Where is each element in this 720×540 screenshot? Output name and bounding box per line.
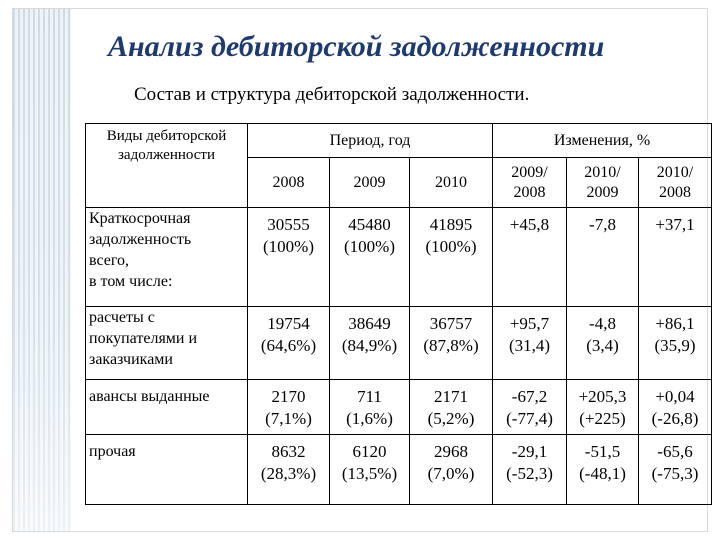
value-cell: 711 (1,6%) (330, 380, 410, 435)
change-cell: -51,5 (-48,1) (567, 435, 639, 505)
row-label: расчеты с покупателями и заказчиками (86, 307, 248, 380)
change-cell: +205,3 (+225) (567, 380, 639, 435)
table-row (86, 208, 712, 307)
value-cell: 8632 (28,3%) (248, 435, 330, 505)
change-cell: -7,8 (567, 208, 639, 307)
value-cell: 2968 (7,0%) (410, 435, 493, 505)
table-row (86, 380, 712, 435)
change-cell: -65,6 (-75,3) (639, 435, 712, 505)
value-cell: 2171 (5,2%) (410, 380, 493, 435)
row-label: Краткосрочная задолженность всего, в том числе: (86, 208, 248, 307)
decorative-stripe-fade (13, 9, 71, 531)
change-header: 2010/ 2009 (567, 158, 639, 208)
change-cell: +95,7 (31,4) (493, 307, 567, 380)
value-cell: 30555 (100%) (248, 208, 330, 307)
year-header: 2009 (330, 158, 410, 208)
change-cell: -67,2 (-77,4) (493, 380, 567, 435)
period-header: Период, год (248, 124, 493, 158)
value-cell: 19754 (64,6%) (248, 307, 330, 380)
table-row (86, 307, 712, 380)
change-cell: -4,8 (3,4) (567, 307, 639, 380)
row-label: прочая (86, 435, 248, 505)
value-cell: 45480 (100%) (330, 208, 410, 307)
value-cell: 2170 (7,1%) (248, 380, 330, 435)
change-cell: +45,8 (493, 208, 567, 307)
change-header: 2009/ 2008 (493, 158, 567, 208)
header-row-groups (86, 124, 712, 158)
value-cell: 6120 (13,5%) (330, 435, 410, 505)
table-caption: Состав и структура дебиторской задолженности. (134, 84, 530, 105)
table-row (86, 435, 712, 505)
change-header: 2010/ 2008 (639, 158, 712, 208)
value-cell: 41895 (100%) (410, 208, 493, 307)
changes-header: Изменения, % (493, 124, 712, 158)
change-cell: +37,1 (639, 208, 712, 307)
slide-title: Анализ дебиторской задолженности (108, 30, 605, 63)
row-label: авансы выданные (86, 380, 248, 435)
year-header: 2008 (248, 158, 330, 208)
receivables-table (85, 123, 712, 505)
corner-header: Виды дебиторской задолженности (86, 124, 248, 208)
change-cell: +0,04 (-26,8) (639, 380, 712, 435)
year-header: 2010 (410, 158, 493, 208)
change-cell: +86,1 (35,9) (639, 307, 712, 380)
value-cell: 36757 (87,8%) (410, 307, 493, 380)
value-cell: 38649 (84,9%) (330, 307, 410, 380)
change-cell: -29,1 (-52,3) (493, 435, 567, 505)
